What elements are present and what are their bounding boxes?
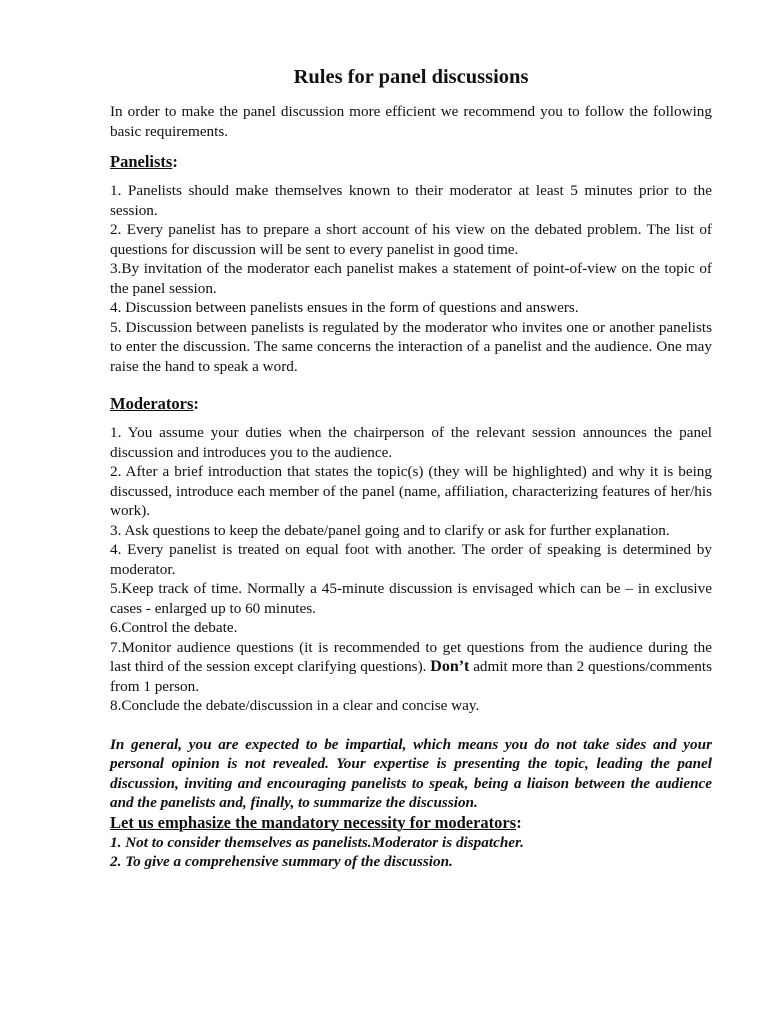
item7-text-end: admit more than 2 questions/comments from 1 person. xyxy=(110,658,712,695)
list-item: 2. Every panelist has to prepare a short account of his view on the debated problem. The list of questions for discussion will be sent to every panelist in good time. xyxy=(110,221,712,258)
panelists-heading-text: Panelists xyxy=(110,152,173,171)
list-item: 5. Discussion between panelists is regulated by the moderator who invites one or another panelists to enter the discussion. The same concerns the interaction of a panelist and the audience. One may raise the hand to speak a word. xyxy=(110,318,712,375)
list-item: 4. Every panelist is treated on equal foot with another. The order of speaking is determined by moderator. xyxy=(110,541,712,578)
list-item: 5.Keep track of time. Normally a 45-minute discussion is envisaged which can be – in exclusive cases - enlarged up to 60 minutes. xyxy=(110,580,712,617)
list-item: 2. To give a comprehensive summary of the discussion. xyxy=(110,853,453,870)
list-item: 6.Control the debate. xyxy=(110,619,238,636)
list-item xyxy=(110,638,712,697)
moderators-heading xyxy=(110,393,712,414)
panelists-heading-colon: : xyxy=(172,152,178,171)
mandatory-heading-text: Let us emphasize the mandatory necessity for moderators xyxy=(110,812,517,832)
list-item: 8.Conclude the debate/discussion in a clear and concise way. xyxy=(110,697,480,714)
document-title: Rules for panel discussions xyxy=(293,66,529,88)
moderators-heading-colon: : xyxy=(193,394,199,413)
moderators-heading-text: Moderators xyxy=(110,394,194,413)
spacer xyxy=(110,376,712,393)
panelists-heading xyxy=(110,151,712,172)
summary-paragraph: In general, you are expected to be impartial, which means you do not take sides and your personal opinion is not revealed. Your expertise is presenting the topic, leading the panel discussion, inviting and encouraging panelists to speak, being a liaison between the audience and the panelists and, finally, to summarize the discussion. xyxy=(110,735,712,811)
list-item: 1. Panelists should make themselves known to their moderator at least 5 minutes prior to the session. xyxy=(110,182,712,219)
mandatory-heading-colon: : xyxy=(516,812,522,832)
list-item: 3.By invitation of the moderator each panelist makes a statement of point-of-view on the topic of the panel session. xyxy=(110,260,712,297)
list-item: 1. Not to consider themselves as panelists.Moderator is dispatcher. xyxy=(110,833,524,851)
moderators-list xyxy=(110,423,712,716)
list-item: 3. Ask questions to keep the debate/panel going and to clarify or ask for further explanation. xyxy=(110,521,670,539)
item7-emphasis: Don’t xyxy=(430,658,470,675)
intro-paragraph: In order to make the panel discussion more efficient we recommend you to follow the following basic requirements. xyxy=(110,103,712,140)
list-item: 2. After a brief introduction that states the topic(s) (they will be highlighted) and why it is being discussed, introduce each member of the panel (name, affiliation, characterizing features of her/his work). xyxy=(110,463,712,519)
mandatory-heading xyxy=(110,813,712,833)
list-item: 4. Discussion between panelists ensues in the form of questions and answers. xyxy=(110,299,579,316)
item7-text-start: 7.Monitor audience questions (it is recommended to get questions from the audience during the last third of the session except clarifying questions). xyxy=(110,638,712,675)
list-item: 1. You assume your duties when the chairperson of the relevant session announces the panel discussion and introduces you to the audience. xyxy=(110,424,712,461)
mandatory-list xyxy=(110,833,712,872)
panelists-list xyxy=(110,181,712,376)
